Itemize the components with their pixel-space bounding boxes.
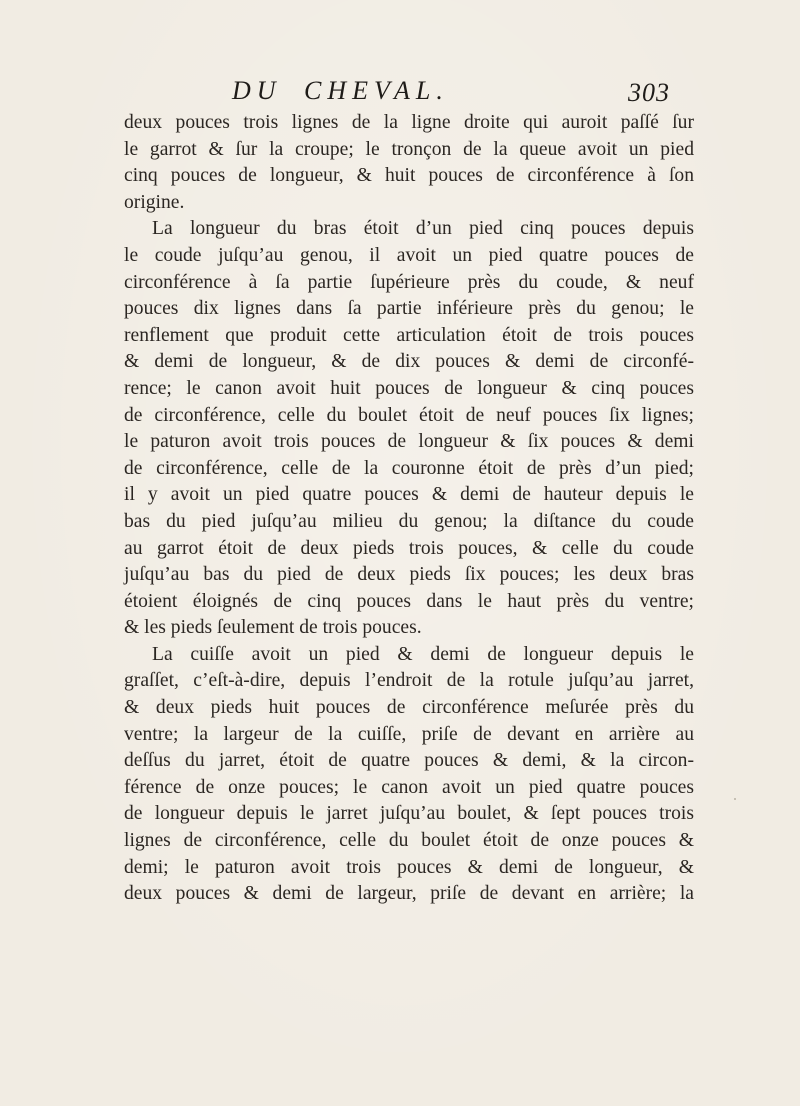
text-line: juſqu’au bas du pied de deux pieds ſix pouces; les deux bras — [124, 564, 694, 586]
text-line: il y avoit un pied quatre pouces & demi de hauteur depuis le — [124, 484, 694, 506]
text-line: graſſet, c’eſt-à-dire, depuis l’endroit de la rotule juſqu’au jarret, — [124, 670, 694, 692]
text-line: le paturon avoit trois pouces de longueur & ſix pouces & demi — [124, 431, 694, 453]
text-line: deux pouces & demi de largeur, priſe de devant en arrière; la — [124, 883, 694, 905]
text-line: demi; le paturon avoit trois pouces & demi de longueur, & — [124, 856, 694, 878]
text-line: renflement que produit cette articulation étoit de trois pouces — [124, 324, 694, 346]
text-line: de circonférence, celle de la couronne étoit de près d’un pied; — [124, 457, 694, 479]
text-line: au garrot étoit de deux pieds trois pouces, & celle du coude — [124, 537, 694, 559]
text-line: ventre; la largeur de la cuiſſe, priſe de devant en arrière au — [124, 723, 694, 745]
text-line: de longueur depuis le jarret juſqu’au boulet, & ſept pouces trois — [124, 803, 694, 825]
running-title: DU CHEVAL. — [232, 76, 449, 105]
text-line: rence; le canon avoit huit pouces de longueur & cinq pouces — [124, 377, 694, 399]
text-line: lignes de circonférence, celle du boulet étoit de onze pouces & — [124, 830, 694, 852]
page-number: 303 — [628, 78, 670, 107]
text-line: deux pouces trois lignes de la ligne droite qui auroit paſſé ſur — [124, 112, 694, 133]
text-line: origine. — [124, 191, 185, 213]
text-line: & deux pieds huit pouces de circonférence meſurée près du — [124, 697, 694, 719]
text-line: pouces dix lignes dans ſa partie inférieure près du genou; le — [124, 298, 694, 320]
text-line: étoient éloignés de cinq pouces dans le haut près du ventre; — [124, 590, 694, 612]
text-line: & les pieds ſeulement de trois pouces. — [124, 617, 422, 639]
text-line: férence de onze pouces; le canon avoit un pied quatre pouces — [124, 776, 694, 798]
paragraph-start-line: La longueur du bras étoit d’un pied cinq pouces depuis — [152, 218, 694, 240]
text-line: de circonférence, celle du boulet étoit de neuf pouces ſix lignes; — [124, 404, 694, 426]
body-text — [124, 110, 694, 908]
paper-speck — [734, 798, 736, 800]
paragraph-start-line: La cuiſſe avoit un pied & demi de longueur depuis le — [152, 643, 694, 665]
text-line: bas du pied juſqu’au milieu du genou; la diſtance du coude — [124, 510, 694, 532]
text-line: circonférence à ſa partie ſupérieure près du coude, & neuf — [124, 271, 694, 293]
text-line: le garrot & ſur la croupe; le tronçon de la queue avoit un pied — [124, 138, 694, 160]
text-line: deſſus du jarret, étoit de quatre pouces & demi, & la circon- — [124, 750, 694, 772]
running-head — [200, 76, 670, 108]
text-line: cinq pouces de longueur, & huit pouces de circonférence à ſon — [124, 165, 694, 187]
text-line: & demi de longueur, & de dix pouces & demi de circonfé- — [124, 351, 694, 373]
text-line: le coude juſqu’au genou, il avoit un pied quatre pouces de — [124, 244, 694, 266]
